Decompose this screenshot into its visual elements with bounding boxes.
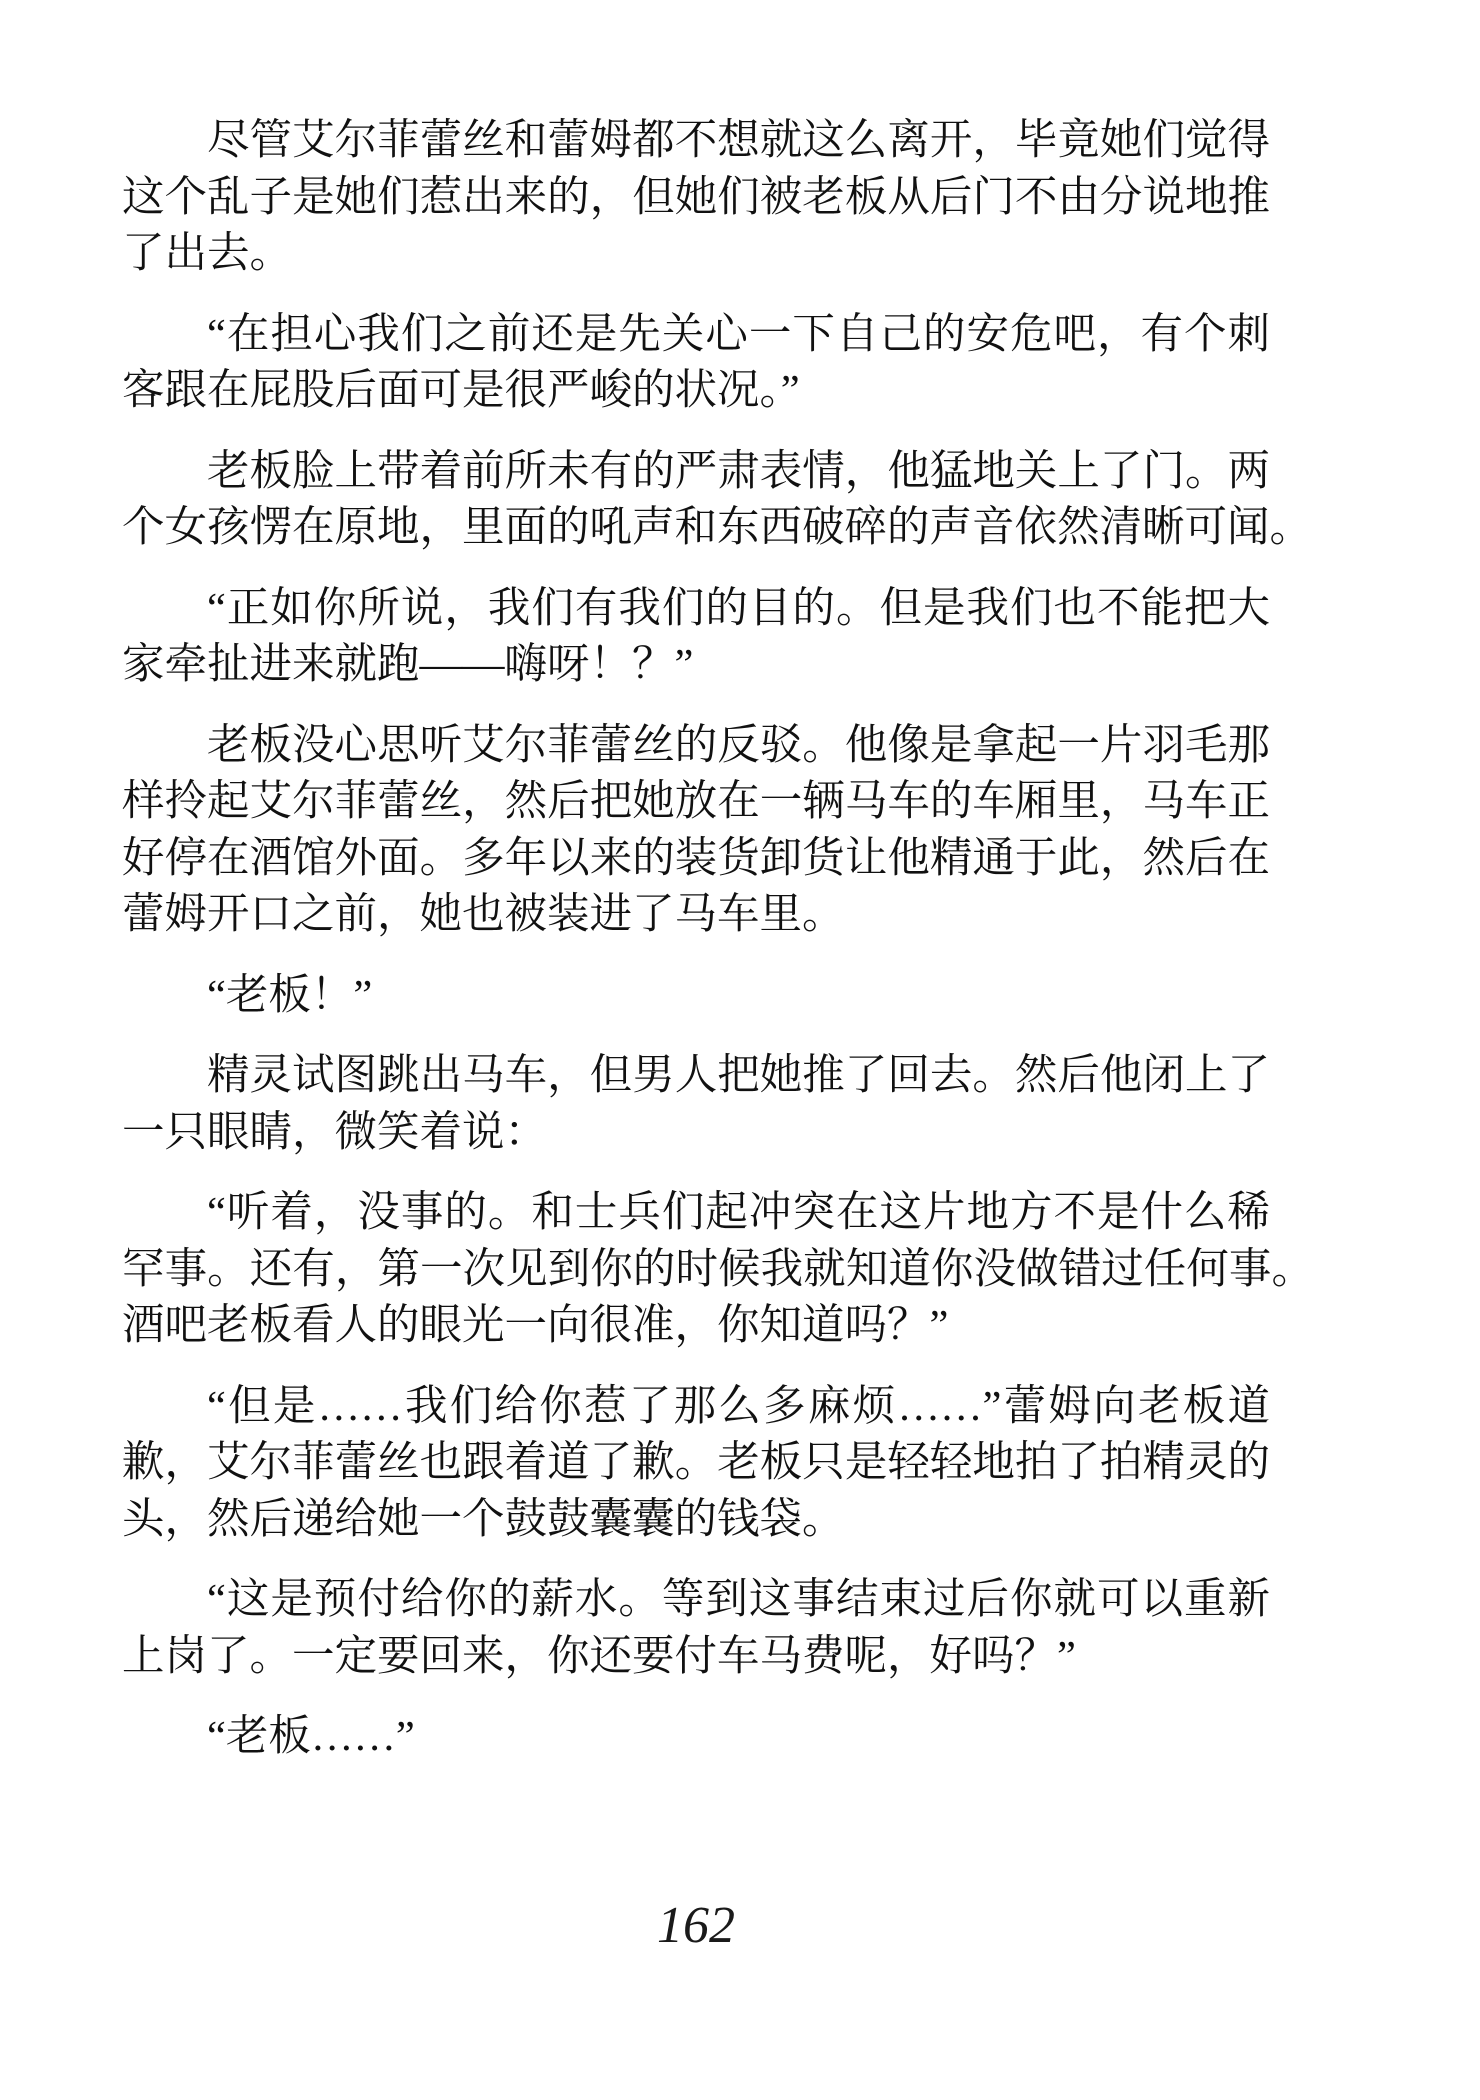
page-number: 162 [657, 1897, 735, 1954]
paragraph [122, 444, 1313, 557]
paragraph [122, 1185, 1314, 1355]
text-line: “听着，没事的。和士兵们起冲突在这片地方不是什么稀 [207, 1189, 1270, 1236]
text-line: 一只眼睛，微笑着说： [122, 1108, 548, 1156]
paragraph [122, 581, 1270, 694]
text-line: 蕾姆开口之前，她也被装进了马车里。 [122, 891, 845, 938]
paragraph [122, 718, 1270, 944]
paragraph [122, 1379, 1270, 1549]
paragraph [122, 307, 1270, 420]
text-line: 个女孩愣在原地，里面的吼声和东西破碎的声音依然清晰可闻。 [122, 504, 1313, 551]
body-text [122, 113, 1314, 1790]
text-line: 头，然后递给她一个鼓鼓囊囊的钱袋。 [122, 1495, 845, 1543]
text-line: 老板没心思听艾尔菲蕾丝的反驳。他像是拿起一片羽毛那 [207, 721, 1270, 769]
text-line: “在担心我们之前还是先关心一下自己的安危吧，有个刺 [207, 310, 1270, 358]
text-line: 样拎起艾尔菲蕾丝，然后把她放在一辆马车的车厢里，马车正 [122, 778, 1270, 825]
text-line: 家牵扯进来就跑——嗨呀！？” [122, 641, 694, 688]
text-line: 好停在酒馆外面。多年以来的装货卸货让他精通于此，然后在 [122, 834, 1270, 882]
text-line: “但是……我们给你惹了那么多麻烦……”蕾姆向老板道 [207, 1382, 1270, 1430]
paragraph [122, 1709, 1270, 1766]
text-line: 尽管艾尔菲蕾丝和蕾姆都不想就这么离开，毕竟她们觉得 [207, 117, 1270, 164]
text-line: “老板！” [207, 971, 373, 1019]
text-line: 精灵试图跳出马车，但男人把她推了回去。然后他闭上了 [207, 1052, 1270, 1099]
paragraph [122, 1572, 1270, 1685]
text-line: 罕事。还有，第一次见到你的时候我就知道你没做错过任何事。 [122, 1245, 1314, 1293]
text-line: 客跟在屁股后面可是很严峻的状况。” [122, 367, 800, 414]
paragraph [122, 113, 1270, 283]
text-line: 酒吧老板看人的眼光一向很准，你知道吗？” [122, 1302, 949, 1349]
text-line: “这是预付给你的薪水。等到这事结束过后你就可以重新 [207, 1576, 1270, 1623]
text-line: “正如你所说，我们有我们的目的。但是我们也不能把大 [207, 584, 1270, 632]
text-line: 老板脸上带着前所未有的严肃表情，他猛地关上了门。两 [207, 447, 1270, 495]
text-line: 了出去。 [122, 230, 293, 277]
text-line: 歉，艾尔菲蕾丝也跟着道了歉。老板只是轻轻地拍了拍精灵的 [122, 1439, 1270, 1486]
text-line: 这个乱子是她们惹出来的，但她们被老板从后门不由分说地推 [122, 173, 1270, 221]
text-line: “老板……” [207, 1713, 415, 1760]
text-line: 上岗了。一定要回来，你还要付车马费呢，好吗？” [122, 1632, 1076, 1680]
paragraph [122, 968, 1270, 1025]
paragraph [122, 1048, 1270, 1161]
